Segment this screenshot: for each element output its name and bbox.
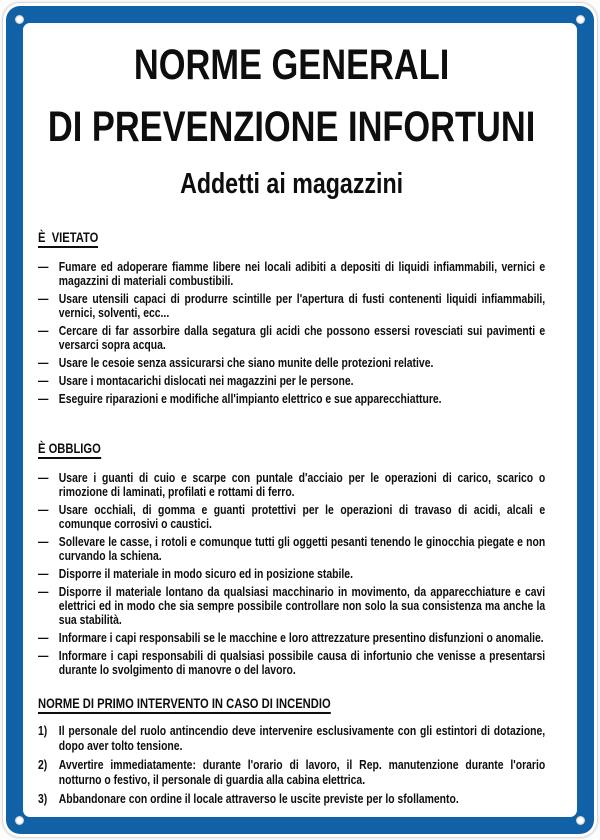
dash-marker: — [38, 502, 49, 518]
rule-text: Disporre il materiale lontano da qualsiasi macchinario in movimento, da apparecchiature e cavi elettrici ed in modo che sia sempre possibile controllare non solo la sua consistenza ma anche la sua stabilità. [58, 584, 546, 628]
rule-text: Eseguire riparazioni e modifiche all'impianto elettrico e sue apparecchiatture. [58, 391, 442, 407]
rule-text: Usare i montacarichi dislocati nei magazzini per le persone. [58, 373, 354, 389]
rule-text: Usare occhiali, di gomma e guanti protettivi per le operazioni di travaso di acidi, alcali e comunque corrosivi o caustici. [58, 502, 546, 532]
dash-marker: — [38, 584, 49, 600]
screw-hole-icon [576, 816, 585, 825]
dash-marker: — [38, 470, 49, 486]
rule-text: Cercare di far assorbire dalla segatura gli acidi che possono essersi rovesciati sui pavimenti e versarci sopra acqua. [58, 323, 546, 353]
list-item [38, 792, 545, 807]
sign-content [38, 23, 545, 807]
list-item [38, 292, 545, 320]
rule-text: Usare i guanti di cuio e scarpe con puntale d'acciaio per le operazioni di carico, scarico o rimozione di laminati, profilati e rottami di ferro. [58, 470, 546, 500]
screw-hole-icon [576, 15, 585, 24]
page-title-line1: NORME GENERALI [133, 41, 450, 89]
rule-text: Il personale del ruolo antincendio deve intervenire esclusivamente con gli estintori di dotazione, dopo aver tolto tensione. [58, 723, 546, 753]
dash-marker: — [38, 323, 49, 339]
page-subtitle: Addetti ai magazzini [180, 168, 404, 200]
section-incendio-heading: NORME DI PRIMO INTERVENTO IN CASO DI INCENDIO [38, 695, 545, 714]
list-item [38, 631, 545, 645]
rule-text: Abbandonare con ordine il locale attraverso le uscite previste per lo sfollamento. [58, 791, 459, 807]
list-item [38, 324, 545, 352]
list-item [38, 356, 545, 370]
screw-hole-icon [15, 15, 24, 24]
rule-text: Sollevare le casse, i rotoli e comunque tutti gli oggetti pesanti tenendo le ginocchia piegate e non curvando la schiena. [58, 534, 546, 564]
dash-marker: — [38, 534, 49, 550]
section-vietato [38, 229, 545, 406]
section-vietato-heading: È VIETATO [38, 229, 545, 248]
section-vietato-rules [38, 260, 545, 406]
screw-hole-icon [15, 816, 24, 825]
rule-text: Disporre il materiale in modo sicuro ed in posizione stabile. [58, 566, 353, 582]
dash-marker: — [38, 630, 49, 646]
list-item [38, 471, 545, 499]
list-item [38, 374, 545, 388]
rule-text: Informare i capi responsabili di qualsiasi possibile causa di infortunio che venisse a presentarsi durante lo svolgimento di manovre o del lavoro. [58, 648, 546, 678]
list-item [38, 585, 545, 627]
title-block [38, 41, 545, 200]
list-item [38, 392, 545, 406]
dash-marker: — [38, 391, 49, 407]
list-item [38, 649, 545, 677]
dash-marker: — [38, 259, 49, 275]
number-marker: 2) [38, 757, 48, 773]
list-item [38, 724, 545, 753]
dash-marker: — [38, 648, 49, 664]
dash-marker: — [38, 566, 49, 582]
section-incendio-rules [38, 724, 545, 807]
list-item [38, 260, 545, 288]
list-item [38, 535, 545, 563]
section-incendio [38, 695, 545, 807]
rule-text: Usare utensili capaci di produrre scintille per l'apertura di fusti contenenti liquidi infiammabili, vernici, solventi, ecc... [58, 291, 546, 321]
list-item [38, 567, 545, 581]
dash-marker: — [38, 355, 49, 371]
section-obbligo-rules [38, 471, 545, 677]
dash-marker: — [38, 291, 49, 307]
number-marker: 3) [38, 791, 48, 807]
list-item [38, 758, 545, 787]
number-marker: 1) [38, 723, 48, 739]
rule-text: Avvertire immediatamente: durante l'orario di lavoro, il Rep. manutenzione durante l'orario notturno o festivo, il personale di guardia alla cabina elettrica. [58, 757, 546, 787]
rule-text: Usare le cesoie senza assicurarsi che siano munite delle protezioni relative. [58, 355, 434, 371]
dash-marker: — [38, 373, 49, 389]
section-obbligo [38, 440, 545, 677]
rule-text: Fumare ed adoperare fiamme libere nei locali adibiti a depositi di liquidi infiammabili, vernici e magazzini di materiali combustibili. [58, 259, 546, 289]
page-title-line2: DI PREVENZIONE INFORTUNI [47, 103, 536, 151]
rule-text: Informare i capi responsabili se le macchine e loro attrezzature presentino disfunzioni o anomalie. [58, 630, 544, 646]
section-obbligo-heading: È OBBLIGO [38, 440, 545, 459]
list-item [38, 503, 545, 531]
